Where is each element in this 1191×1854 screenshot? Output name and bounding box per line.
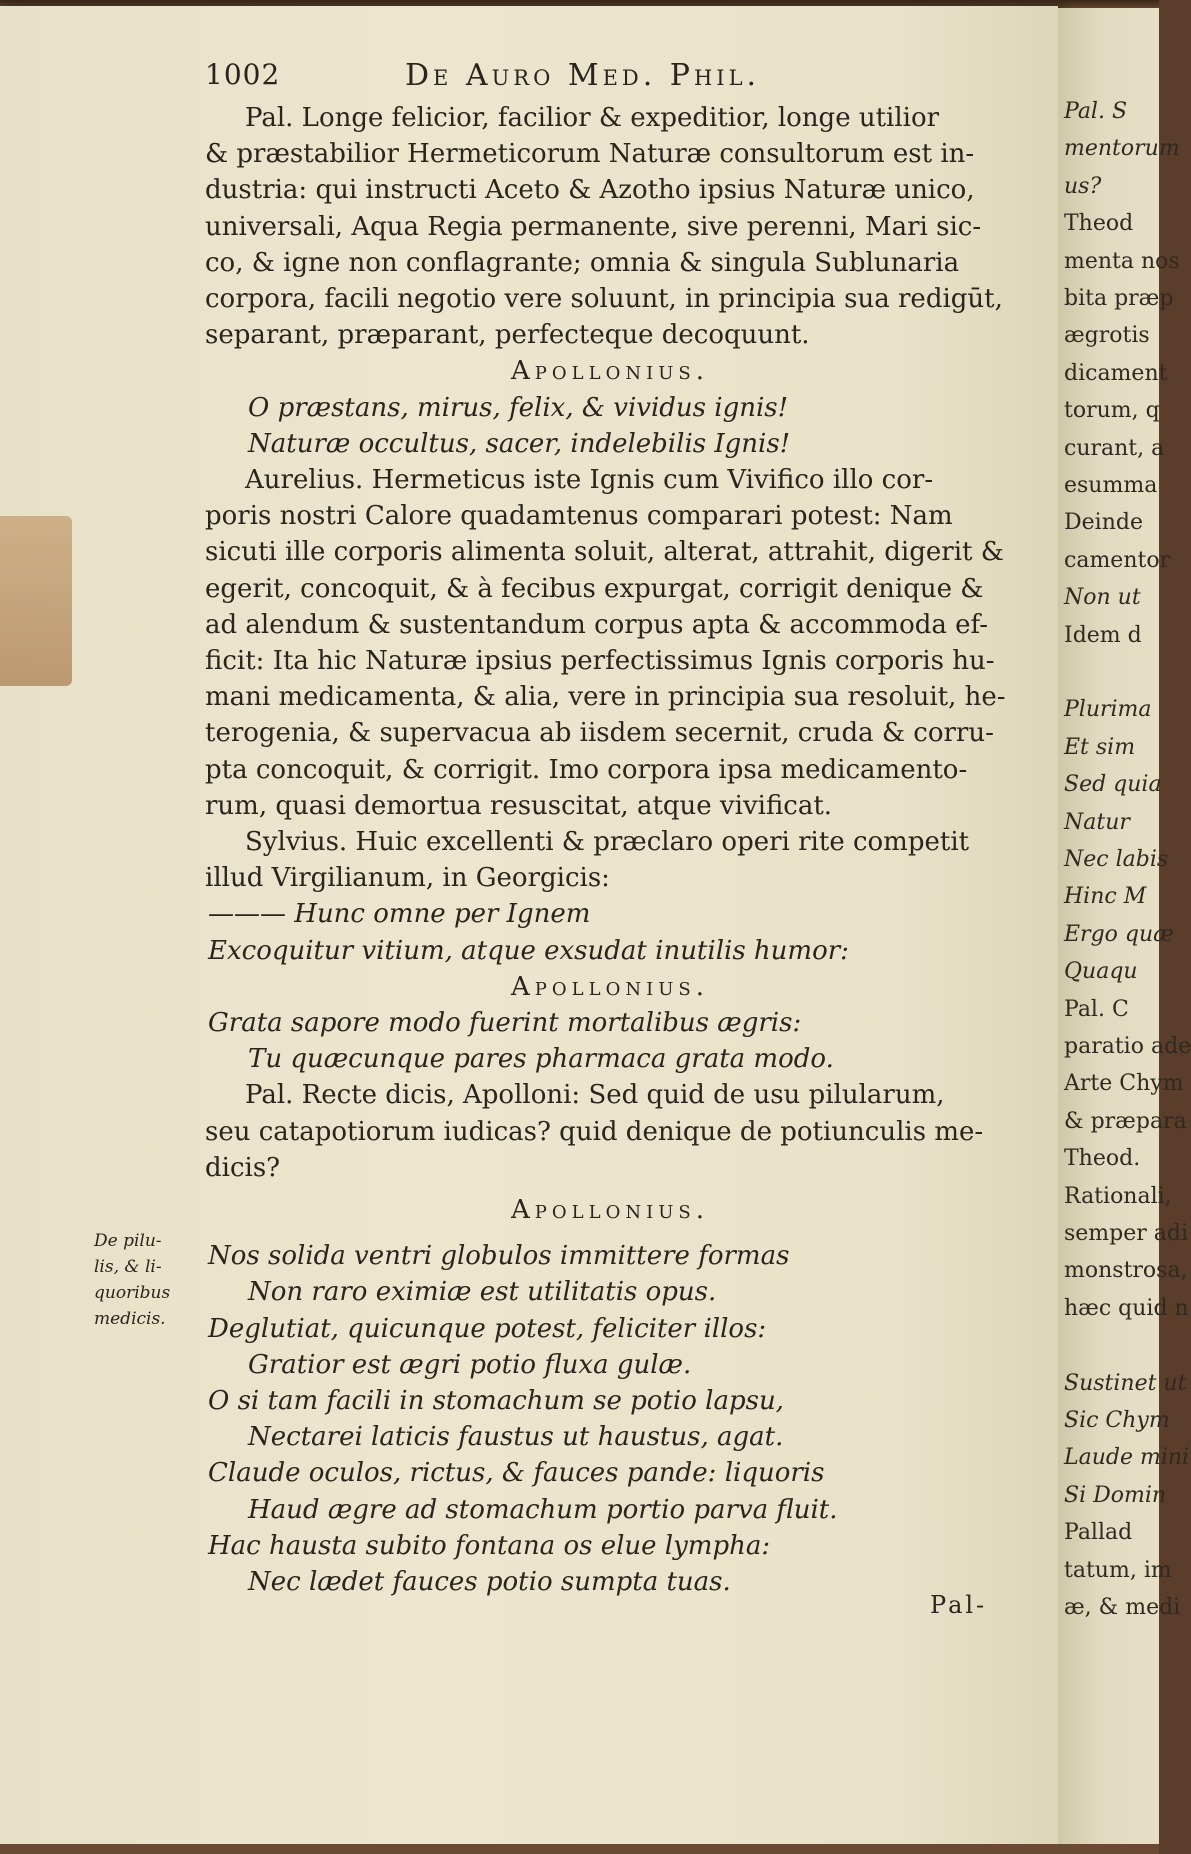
text-line: sicuti ille corporis alimenta soluit, alterat, attrahit, digerit & [205, 537, 1004, 568]
text-line: Grata sapore modo fuerint mortalibus ægris: [208, 1008, 802, 1038]
page-header [205, 58, 1025, 94]
text-line: Gratior est ægri potio fluxa gulæ. [248, 1349, 692, 1380]
running-head: De Auro Med. Phil. [405, 58, 761, 93]
right-page-line: Idem d [1064, 622, 1142, 648]
right-page-line: Natur [1064, 809, 1130, 835]
text-line: Excoquitur vitium, atque exsudat inutilis humor: [208, 935, 849, 966]
margin-note [94, 1228, 194, 1332]
right-page-line: æ, & medi [1064, 1595, 1181, 1620]
right-page-line: camentor [1064, 547, 1171, 573]
right-page-line: tatum, im [1064, 1557, 1172, 1583]
text-line: ficit: Ita hic Naturæ ipsius perfectissimus Ignis corporis hu- [205, 646, 995, 676]
text-line: Pal. Recte dicis, Apolloni: Sed quid de usu pilularum, [245, 1080, 945, 1111]
text-line: egerit, concoquit, & à fecibus expurgat, corrigit denique & [205, 573, 984, 604]
right-page-line: Hinc M [1064, 884, 1147, 910]
right-page-line: Sic Chym [1064, 1408, 1170, 1433]
right-page-line: Et sim [1064, 734, 1136, 760]
right-page-line: Pal. C [1064, 996, 1129, 1022]
right-page-line: monstrosa, [1064, 1258, 1188, 1284]
right-page-line: Sed quia [1064, 772, 1162, 798]
text-line: dustria: qui instructi Aceto & Azotho ipsius Naturæ unico, [205, 175, 975, 206]
right-page-line: us? [1064, 173, 1102, 199]
speaker-heading: Apollonius. [511, 356, 709, 387]
right-page-line: Pal. S [1064, 99, 1128, 124]
text-line: illud Virgilianum, in Georgicis: [205, 863, 610, 894]
text-line: Nectarei laticis faustus ut haustus, agat. [248, 1422, 784, 1453]
text-line: universali, Aqua Regia permanente, sive perenni, Mari sic- [205, 211, 982, 242]
margin-note-line: medicis. [94, 1309, 166, 1329]
right-page-line: paratio ade [1064, 1034, 1191, 1059]
page-content [0, 6, 1058, 1846]
book-bottom-edge [0, 1844, 1159, 1854]
right-page-line: esumma [1064, 473, 1158, 498]
speaker-heading: Apollonius. [511, 1195, 709, 1225]
text-line: Naturæ occultus, sacer, indelebilis Ignis! [248, 428, 791, 459]
text-line: ad alendum & sustentandum corpus apta & accommoda ef- [205, 609, 989, 640]
right-page-line: Arte Chym [1064, 1071, 1184, 1097]
right-page-line: Ergo quæ [1064, 921, 1174, 947]
text-line: Haud ægre ad stomachum portio parva fluit. [248, 1494, 838, 1525]
margin-note-line: quoribus [94, 1283, 171, 1303]
page-number: 1002 [205, 58, 281, 91]
margin-note-line: De pilu- [94, 1231, 162, 1251]
margin-note-line: lis, & li- [94, 1257, 162, 1277]
text-line: Claude oculos, rictus, & fauces pande: liquoris [208, 1458, 825, 1489]
right-page-line: torum, q [1064, 398, 1160, 424]
right-page-line: Laude mini [1064, 1445, 1190, 1471]
text-line: poris nostri Calore quadamtenus comparari potest: Nam [205, 501, 953, 532]
text-line: Nec lædet fauces potio sumpta tuas. [248, 1567, 731, 1597]
text-line: mani medicamenta, & alia, vere in principia sua resoluit, he- [205, 682, 1006, 713]
text-line: O si tam facili in stomachum se potio lapsu, [208, 1386, 784, 1416]
right-page-line: bita præp [1064, 286, 1174, 311]
right-page-line: Theod [1064, 211, 1134, 237]
right-page-line: ægrotis [1064, 323, 1150, 349]
right-page-line: Theod. [1064, 1146, 1141, 1172]
right-page-line: Sustinet ut [1064, 1370, 1187, 1396]
text-line: Tu quæcunque pares pharmaca grata modo. [248, 1044, 834, 1075]
text-line: separant, præparant, perfecteque decoquunt. [205, 320, 810, 351]
right-page-line: Nec labis [1064, 847, 1169, 872]
text-line: Sylvius. Huic excellenti & præclaro operi rite competit [245, 827, 970, 857]
text-line: co, & igne non conflagrante; omnia & singula Sublunaria [205, 247, 960, 278]
right-page-line: dicament [1064, 360, 1168, 386]
right-page-line: hæc quid n [1064, 1295, 1189, 1321]
right-page-line: & præpara [1064, 1108, 1187, 1134]
right-page-line: mentorum [1064, 136, 1180, 162]
text-line: pta concoquit, & corrigit. Imo corpora ipsa medicamento- [205, 754, 968, 785]
right-page-line: Si Domin [1064, 1482, 1167, 1508]
speaker-heading: Apollonius. [511, 971, 709, 1002]
text-line: corpora, facili negotio vere soluunt, in principia sua redigūt, [205, 284, 1003, 314]
text-line: dicis? [205, 1152, 281, 1183]
text-line: seu catapotiorum iudicas? quid denique de potiunculis me- [205, 1116, 984, 1147]
right-page-line: Pallad [1064, 1520, 1133, 1546]
right-page-line: curant, a [1064, 435, 1165, 461]
right-page-line: menta nos [1064, 248, 1180, 274]
right-page-line: Quaqu [1064, 959, 1138, 985]
right-page-line: Plurima [1064, 697, 1152, 723]
text-line: Non raro eximiæ est utilitatis opus. [248, 1277, 717, 1308]
catchword: Pal- [930, 1591, 988, 1619]
text-line: Pal. Longe felicior, facilior & expeditior, longe utilior [245, 103, 940, 133]
text-line: Deglutiat, quicunque potest, feliciter illos: [208, 1313, 767, 1344]
text-line: Nos solida ventri globulos immittere formas [208, 1241, 790, 1272]
text-line: ——— Hunc omne per Ignem [208, 899, 591, 930]
text-line: O præstans, mirus, felix, & vividus ignis! [248, 392, 789, 423]
text-line: Hac hausta subito fontana os elue lympha: [208, 1530, 771, 1561]
right-page-line: Deinde [1064, 510, 1143, 536]
text-line: & præstabilior Hermeticorum Naturæ consultorum est in- [205, 139, 975, 170]
text-line: Aurelius. Hermeticus iste Ignis cum Vivifico illo cor- [245, 465, 934, 495]
text-line: terogenia, & supervacua ab iisdem secernit, cruda & corru- [205, 718, 994, 749]
left-page [0, 6, 1058, 1846]
right-page-line: Rationali, [1064, 1183, 1172, 1209]
text-line: rum, quasi demortua resuscitat, atque vivificat. [205, 790, 833, 821]
right-page [1058, 8, 1191, 1854]
right-page-line: semper adi [1064, 1221, 1189, 1246]
right-page-line: Non ut [1064, 585, 1141, 611]
